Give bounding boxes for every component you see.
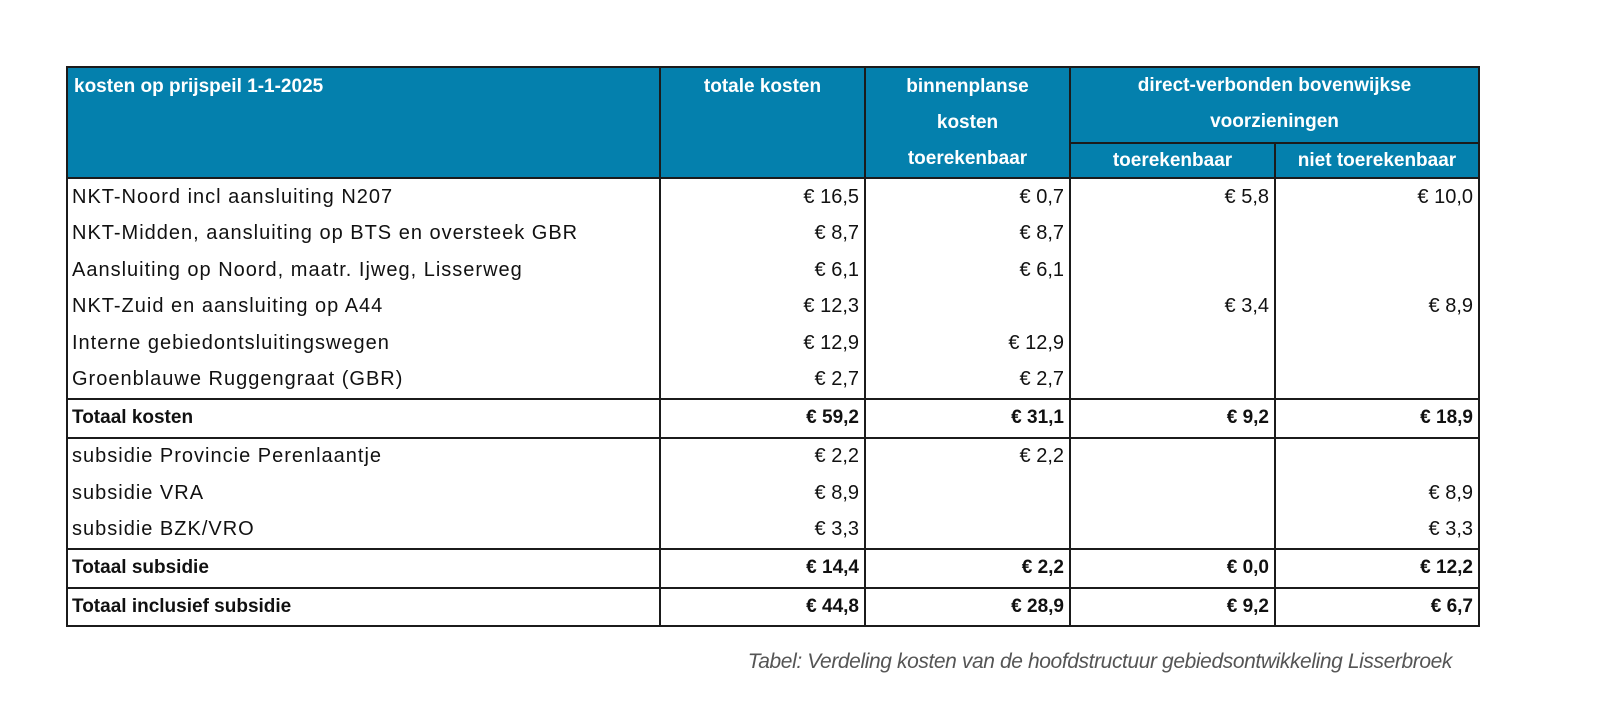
row-label: NKT-Zuid en aansluiting op A44 bbox=[67, 289, 660, 326]
cell-total: € 14,4 bbox=[660, 549, 865, 588]
cell-not-attributable: € 3,3 bbox=[1275, 512, 1479, 550]
cell-attributable: € 5,8 bbox=[1070, 178, 1275, 216]
table-row bbox=[67, 325, 1479, 362]
cell-not-attributable bbox=[1275, 438, 1479, 476]
cell-internal-plan: € 2,2 bbox=[865, 438, 1070, 476]
table-header bbox=[67, 67, 1479, 178]
header-internal-plan-line-2: kosten bbox=[936, 112, 999, 133]
cell-internal-plan: € 8,7 bbox=[865, 216, 1070, 253]
cell-total: € 8,9 bbox=[660, 475, 865, 512]
table-body bbox=[67, 178, 1479, 626]
header-group-line-2: voorzieningen bbox=[1210, 111, 1339, 132]
cell-internal-plan: € 12,9 bbox=[865, 325, 1070, 362]
cell-total: € 59,2 bbox=[660, 399, 865, 438]
table-row bbox=[67, 438, 1479, 476]
table-row bbox=[67, 216, 1479, 253]
cell-not-attributable bbox=[1275, 325, 1479, 362]
cell-total: € 16,5 bbox=[660, 178, 865, 216]
cell-internal-plan bbox=[865, 289, 1070, 326]
cell-attributable: € 9,2 bbox=[1070, 399, 1275, 438]
header-internal-plan-costs bbox=[865, 67, 1070, 178]
row-label: Aansluiting op Noord, maatr. Ijweg, Lisserweg bbox=[67, 252, 660, 289]
table-row bbox=[67, 252, 1479, 289]
table-row bbox=[67, 512, 1479, 550]
cell-internal-plan: € 2,7 bbox=[865, 362, 1070, 400]
cell-internal-plan: € 6,1 bbox=[865, 252, 1070, 289]
cell-attributable bbox=[1070, 475, 1275, 512]
total-incl-subsidy-row bbox=[67, 588, 1479, 627]
cell-total: € 2,2 bbox=[660, 438, 865, 476]
cell-not-attributable bbox=[1275, 252, 1479, 289]
cell-not-attributable: € 6,7 bbox=[1275, 588, 1479, 627]
cell-not-attributable: € 18,9 bbox=[1275, 399, 1479, 438]
header-group-line-1: direct-verbonden bovenwijkse bbox=[1137, 75, 1412, 96]
table-row bbox=[67, 475, 1479, 512]
cell-internal-plan: € 0,7 bbox=[865, 178, 1070, 216]
cell-internal-plan: € 31,1 bbox=[865, 399, 1070, 438]
row-label: Totaal inclusief subsidie bbox=[67, 588, 660, 627]
row-label: Totaal kosten bbox=[67, 399, 660, 438]
header-attributable: toerekenbaar bbox=[1070, 143, 1275, 178]
cell-internal-plan: € 2,2 bbox=[865, 549, 1070, 588]
cell-attributable bbox=[1070, 512, 1275, 550]
row-label: subsidie BZK/VRO bbox=[67, 512, 660, 550]
cell-attributable: € 3,4 bbox=[1070, 289, 1275, 326]
cell-internal-plan bbox=[865, 475, 1070, 512]
header-internal-plan-line-3: toerekenbaar bbox=[907, 148, 1028, 169]
row-label: subsidie VRA bbox=[67, 475, 660, 512]
cell-not-attributable: € 12,2 bbox=[1275, 549, 1479, 588]
cell-total: € 8,7 bbox=[660, 216, 865, 253]
table-row bbox=[67, 362, 1479, 400]
header-total-costs: totale kosten bbox=[660, 67, 865, 178]
table-caption: Tabel: Verdeling kosten van de hoofdstructuur gebiedsontwikkeling Lisserbroek bbox=[747, 650, 1452, 673]
cell-total: € 12,3 bbox=[660, 289, 865, 326]
cell-total: € 3,3 bbox=[660, 512, 865, 550]
row-label: Interne gebiedontsluitingswegen bbox=[67, 325, 660, 362]
cell-internal-plan: € 28,9 bbox=[865, 588, 1070, 627]
header-cost-basis: kosten op prijspeil 1-1-2025 bbox=[67, 67, 660, 178]
total-costs-row bbox=[67, 399, 1479, 438]
cell-attributable: € 9,2 bbox=[1070, 588, 1275, 627]
header-internal-plan-line-1: binnenplanse bbox=[906, 76, 1029, 97]
cell-not-attributable bbox=[1275, 362, 1479, 400]
cell-attributable bbox=[1070, 325, 1275, 362]
cell-not-attributable: € 8,9 bbox=[1275, 475, 1479, 512]
cell-total: € 2,7 bbox=[660, 362, 865, 400]
cell-attributable bbox=[1070, 216, 1275, 253]
header-direct-linked-facilities bbox=[1070, 67, 1479, 143]
row-label: NKT-Midden, aansluiting op BTS en oversteek GBR bbox=[67, 216, 660, 253]
cell-total: € 6,1 bbox=[660, 252, 865, 289]
cell-total: € 12,9 bbox=[660, 325, 865, 362]
row-label: Totaal subsidie bbox=[67, 549, 660, 588]
cell-attributable bbox=[1070, 438, 1275, 476]
cell-attributable: € 0,0 bbox=[1070, 549, 1275, 588]
cell-total: € 44,8 bbox=[660, 588, 865, 627]
cell-not-attributable bbox=[1275, 216, 1479, 253]
cell-not-attributable: € 8,9 bbox=[1275, 289, 1479, 326]
header-not-attributable: niet toerekenbaar bbox=[1275, 143, 1479, 178]
cell-attributable bbox=[1070, 362, 1275, 400]
cell-not-attributable: € 10,0 bbox=[1275, 178, 1479, 216]
row-label: NKT-Noord incl aansluiting N207 bbox=[67, 178, 660, 216]
cell-attributable bbox=[1070, 252, 1275, 289]
row-label: Groenblauwe Ruggengraat (GBR) bbox=[67, 362, 660, 400]
cost-distribution-table bbox=[66, 66, 1480, 627]
total-subsidy-row bbox=[67, 549, 1479, 588]
cell-internal-plan bbox=[865, 512, 1070, 550]
row-label: subsidie Provincie Perenlaantje bbox=[67, 438, 660, 476]
table-row bbox=[67, 178, 1479, 216]
table-row bbox=[67, 289, 1479, 326]
